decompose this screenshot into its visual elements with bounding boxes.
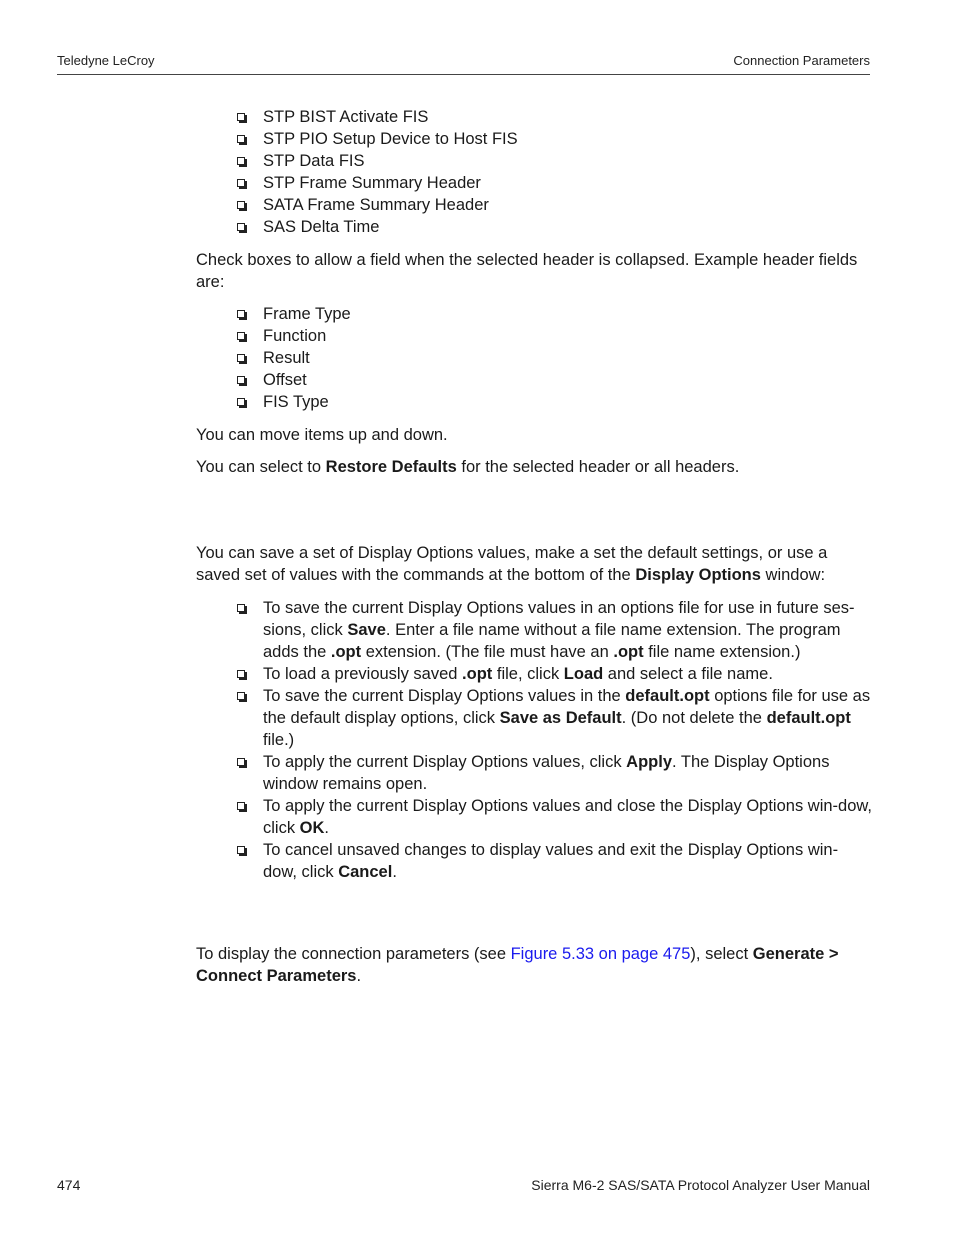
checkbox-bullet-icon (237, 398, 245, 406)
list-item: STP BIST Activate FIS (196, 106, 872, 128)
checkbox-bullet-icon (237, 135, 245, 143)
header-list (196, 106, 872, 238)
list-item: FIS Type (196, 391, 872, 413)
checkbox-bullet-icon (237, 376, 245, 384)
checkbox-bullet-icon (237, 223, 245, 231)
list-item: To apply the current Display Options values and close the Display Options win-dow, click OK. (196, 795, 872, 839)
page-number: 474 (57, 1177, 81, 1193)
list-item: SAS Delta Time (196, 216, 872, 238)
checkbox-bullet-icon (237, 179, 245, 187)
page-content (196, 106, 872, 987)
figure-link[interactable]: Figure 5.33 on page 475 (510, 945, 691, 963)
manual-title: Sierra M6-2 SAS/SATA Protocol Analyzer User Manual (531, 1177, 870, 1193)
checkbox-bullet-icon (237, 113, 245, 121)
list-item: STP PIO Setup Device to Host FIS (196, 128, 872, 150)
field-list (196, 303, 872, 413)
paragraph-move-items: You can move items up and down. (196, 426, 448, 444)
list-item: Offset (196, 369, 872, 391)
list-item: Frame Type (196, 303, 872, 325)
list-item: To save the current Display Options values in the default.opt options file for use as the default display options, click Save as Default. (Do not delete the default.opt file.) (196, 685, 872, 751)
checkbox-bullet-icon (237, 310, 245, 318)
running-header-right: Connection Parameters (733, 53, 870, 68)
options-commands-list (196, 597, 872, 883)
list-item: To cancel unsaved changes to display values and exit the Display Options win-dow, click Cancel. (196, 839, 872, 883)
running-header-left: Teledyne LeCroy (57, 53, 155, 68)
paragraph-connection-parameters: To display the connection parameters (see Figure 5.33 on page 475), select Generate > Connect Parameters. (196, 945, 839, 985)
list-item: To save the current Display Options values in an options file for use in future ses-sions, click Save. Enter a file name without a file name extension. The program adds the .opt extension. (The file must have an .opt file name extension.) (196, 597, 872, 663)
checkbox-bullet-icon (237, 758, 245, 766)
list-item: Function (196, 325, 872, 347)
checkbox-bullet-icon (237, 802, 245, 810)
checkbox-bullet-icon (237, 692, 245, 700)
checkbox-bullet-icon (237, 201, 245, 209)
paragraph-check-boxes: Check boxes to allow a field when the selected header is collapsed. Example header fields are: (196, 251, 858, 291)
checkbox-bullet-icon (237, 354, 245, 362)
list-item: To apply the current Display Options values, click Apply. The Display Options window remains open. (196, 751, 872, 795)
paragraph-restore-defaults: You can select to Restore Defaults for the selected header or all headers. (196, 458, 740, 476)
list-item: To load a previously saved .opt file, click Load and select a file name. (196, 663, 872, 685)
list-item: STP Data FIS (196, 150, 872, 172)
paragraph-save-options: You can save a set of Display Options values, make a set the default settings, or use a saved set of values with the commands at the bottom of the Display Options window: (196, 544, 828, 584)
checkbox-bullet-icon (237, 846, 245, 854)
checkbox-bullet-icon (237, 604, 245, 612)
list-item: Result (196, 347, 872, 369)
checkbox-bullet-icon (237, 332, 245, 340)
list-item: SATA Frame Summary Header (196, 194, 872, 216)
checkbox-bullet-icon (237, 157, 245, 165)
header-rule (57, 74, 870, 75)
list-item: STP Frame Summary Header (196, 172, 872, 194)
checkbox-bullet-icon (237, 670, 245, 678)
